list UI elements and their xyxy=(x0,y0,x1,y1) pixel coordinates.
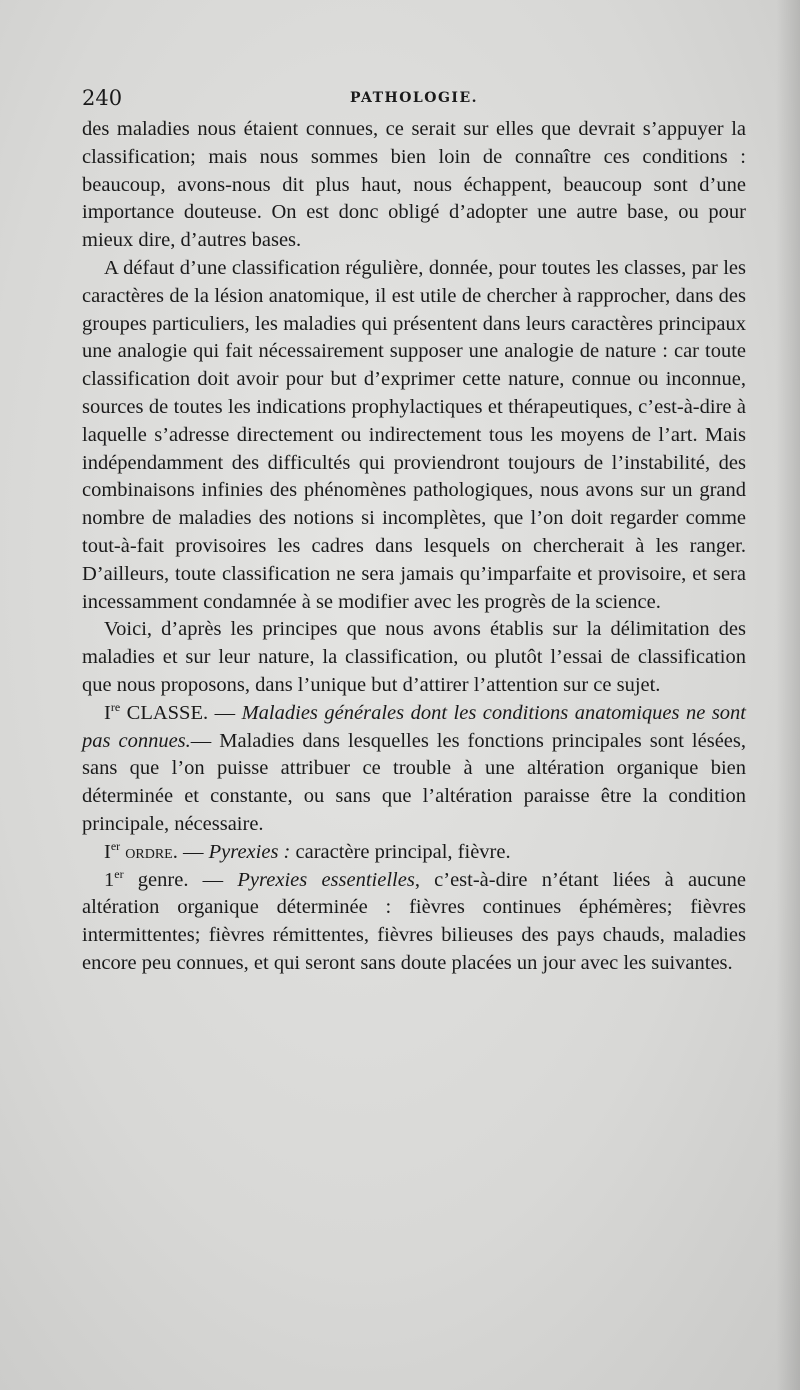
paragraph-proposal: Voici, d’après les principes que nous avons établis sur la délimitation des maladies et sur leur nature, la classification, ou plutôt l’essai de classification que nous proposons, dans l’unique but d’attirer l’attention sur ce sujet. xyxy=(82,618,746,696)
genus-label: genre. — xyxy=(123,868,238,891)
genus-number: 1 xyxy=(104,868,115,891)
class-label: CLASSE. — xyxy=(120,701,242,724)
order-description: caractère principal, fièvre. xyxy=(290,840,511,863)
paragraph-first-order xyxy=(82,839,746,867)
order-number: I xyxy=(104,840,111,863)
paragraph-first-class xyxy=(82,700,746,839)
order-title: Pyrexies : xyxy=(208,840,291,863)
paragraph-first-genus xyxy=(82,867,746,978)
class-number-suffix: re xyxy=(110,699,121,714)
page-body xyxy=(82,116,746,978)
running-title: PATHOLOGIE. xyxy=(349,90,479,106)
class-number: I xyxy=(104,701,111,724)
genus-number-suffix: er xyxy=(114,866,124,881)
class-title: Maladies générales dont les conditions anatomiques ne sont pas connues. xyxy=(82,701,747,752)
order-number-suffix: er xyxy=(110,838,121,853)
order-label: ordre. — xyxy=(120,840,209,863)
class-description: — Maladies dans lesquelles les fonctions principales sont lésées, sans que l’on puisse attribuer ce trouble à une altération organique bien déterminée et constante, ou sans que l’altération paraisse être la condition principale, nécessaire. xyxy=(82,729,747,835)
paragraph-continuation: des maladies nous étaient connues, ce serait sur elles que devrait s’appuyer la classification; mais nous sommes bien loin de connaître ces conditions : beaucoup, avons-nous dit plus haut, nous échappent, beaucoup sont d’une importance douteuse. On est donc obligé d’adopter une autre base, ou pour mieux dire, d’autres bases. xyxy=(82,118,746,252)
genus-description: , c’est-à-dire n’étant liées à aucune altération organique déterminée : fièvres continues éphémères; fièvres intermittentes; fièvres rémittentes, fièvres bilieuses des pays chauds, maladies encore peu connues, et qui seront sans doute placées un jour avec les suivantes. xyxy=(82,868,747,974)
page-header xyxy=(82,86,746,114)
genus-title: Pyrexies essentielles xyxy=(237,868,415,891)
page-number: 240 xyxy=(82,86,123,110)
paragraph-classification-basis: A défaut d’une classification régulière, donnée, pour toutes les classes, par les caractères de la lésion anatomique, il est utile de chercher à rapprocher, dans des groupes particuliers, les maladies qui présentent dans leurs caractères principaux une analogie qui fait nécessairement supposer une analogie de nature : car toute classification doit avoir pour but d’exprimer cette nature, connue ou inconnue, sources de toutes les indications prophylactiques et thérapeutiques, c’est-à-dire à laquelle s’adresse directement ou indirectement tous les moyens de l’art. Mais indépendamment des difficultés qui proviendront toujours de l’instabilité, des combinaisons infinies des phénomènes pathologiques, nous avons sur un grand nombre de maladies des notions si incomplètes, que l’on doit regarder comme tout-à-fait provisoires les cadres dans lesquels on chercherait à les ranger. D’ailleurs, toute classification ne sera jamais qu’imparfaite et provisoire, et sera incessamment condamnée à se modifier avec les progrès de la science. xyxy=(82,256,746,613)
